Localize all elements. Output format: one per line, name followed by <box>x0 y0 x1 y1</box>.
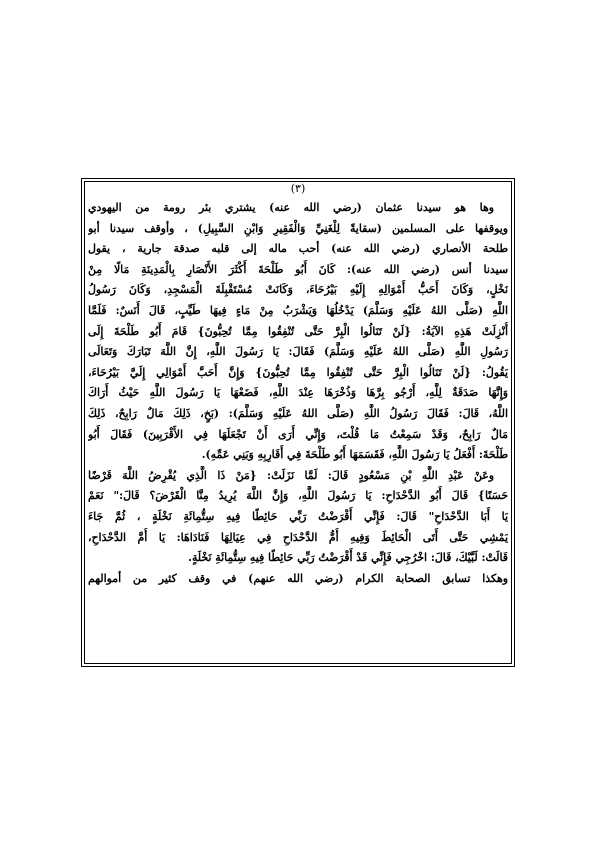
text-line: وهكذا تسابق الصحابة الكرام (رضي الله عنهم) في وقف كثير من أموالهم <box>88 571 508 585</box>
text-line: رَسُولِ اللَّهِ (صَلَّى اللهُ عَلَيْهِ وَسَلَّمَ) فَقَالَ: يَا رَسُولَ اللَّهِ، إِنَّ اللَّهَ تَبَارَكَ وَتَعَالَى <box>88 345 508 359</box>
text-line: نَخْلٍ، وَكَانَ أَحَبُّ أَمْوَالِهِ إِلَيْهِ بَيْرُحَاءَ، وَكَانَتْ مُسْتَقْبِلَةَ الْمَسْجِدِ، وَكَانَ رَسُولُ <box>88 283 508 297</box>
document-body <box>88 182 508 589</box>
text-line: سيدنا أنس (رضي الله عنه): كَانَ أَبُو طَلْحَةَ أَكْثَرَ الأَنْصَارِ بِالْمَدِينَةِ مَالًا مِنْ <box>88 262 508 276</box>
text-line: مَالٌ رَابِحٌ، وَقَدْ سَمِعْتُ مَا قُلْتَ، وَإِنِّي أَرَى أَنْ تَجْعَلَهَا فِي الأَقْرَبِينَ) فَقَالَ أَبُو <box>88 427 508 441</box>
text-line: حَسَنًا} قَالَ أَبُو الدَّحْدَاحِ: يَا رَسُولَ اللَّهِ، وَإِنَّ اللَّهَ يُرِيدُ مِنَّا الْقَرْضَ؟ قَالَ:" نَعَمْ <box>88 489 508 503</box>
text-line: وها هو سيدنا عثمان (رضي الله عنه) يشتري بئر رومة من اليهودي <box>88 201 494 214</box>
text-line: وعَنْ عَبْدِ اللَّهِ بْنِ مَسْعُودٍ قَالَ: لَمَّا نَزَلَتْ: {مَنْ ذَا الَّذِي يُقْرِضُ اللَّهَ قَرْضًا <box>88 468 494 482</box>
text-line: أُنْزِلَتْ هَذِهِ الآيَةُ: {لَنْ تَنَالُوا الْبِرَّ حَتَّى تُنْفِقُوا مِمَّا تُحِبُّونَ} قَامَ أَبُو طَلْحَةَ إِلَى <box>88 324 508 338</box>
text-line: ويوقفها على المسلمين (سقايةً لِلْغَنِيِّ وَالْفَقِيرِ وَابْنِ السَّبِيلِ) ، وأوقف سيدنا أبو <box>88 221 508 235</box>
text-line: طلحة الأنصاري (رضي الله عنه) أحب ماله إلى قلبه صدقة جارية ، يقول <box>88 242 508 256</box>
text-line: قَالَتْ: لَبَّيْكَ، قَالَ: اخْرُجِي فَإِنِّي قَدْ أَقْرَضْتُ رَبِّي حَائِطًا فِيهِ سِتُّمِائَةِ نَخْلَةٍ. <box>188 551 508 565</box>
page-number: (٣) <box>290 182 306 195</box>
text-line: اللَّهُ، قَالَ: فَقَالَ رَسُولُ اللَّهِ (صَلَّى اللهُ عَلَيْهِ وَسَلَّمَ): (بَخٍ، ذَلِكَ مَالٌ رَابِحٌ، ذَلِكَ <box>88 406 508 420</box>
text-line: وَإِنَّهَا صَدَقَةٌ لِلَّهِ، أَرْجُو بِرَّهَا وَذُخْرَهَا عِنْدَ اللَّهِ، فَضَعْهَا يَا رَسُولَ اللَّهِ حَيْثُ أَرَاكَ <box>88 386 508 400</box>
text-line: طَلْحَةَ: أَفْعَلُ يَا رَسُولَ اللَّهِ، فَقَسَمَهَا أَبُو طَلْحَةَ فِي أَقَارِبِهِ وَبَنِي عَمِّهِ). <box>201 448 508 462</box>
text-line: اللَّهِ (صَلَّى اللهُ عَلَيْهِ وَسَلَّمَ) يَدْخُلُهَا وَيَشْرَبُ مِنْ مَاءٍ فِيهَا طَيِّبٍ، قَالَ أَنَسٌ: فَلَمَّا <box>88 303 508 317</box>
text-line: يَمْشِي حَتَّى أَتَى الْحَائِطَ وَفِيهِ أُمُّ الدَّحْدَاحِ فِي عِيَالِهَا فَنَادَاهَا: يَا أُمَّ الدَّحْدَاحِ، <box>88 530 508 544</box>
text-line: يَقُولُ: {لَنْ تَنَالُوا الْبِرَّ حَتَّى تُنْفِقُوا مِمَّا تُحِبُّونَ} وَإِنَّ أَحَبَّ أَمْوَالِي إِلَيَّ بَيْرُحَاءَ، <box>88 365 508 379</box>
text-line: يَا أَبَا الدَّحْدَاحِ" قَالَ: فَإِنِّي أَقْرَضْتُ رَبِّي حَائِطًا فِيهِ سِتُّمِائَةِ نَخْلَةٍ ، ثُمَّ جَاءَ <box>88 509 508 523</box>
